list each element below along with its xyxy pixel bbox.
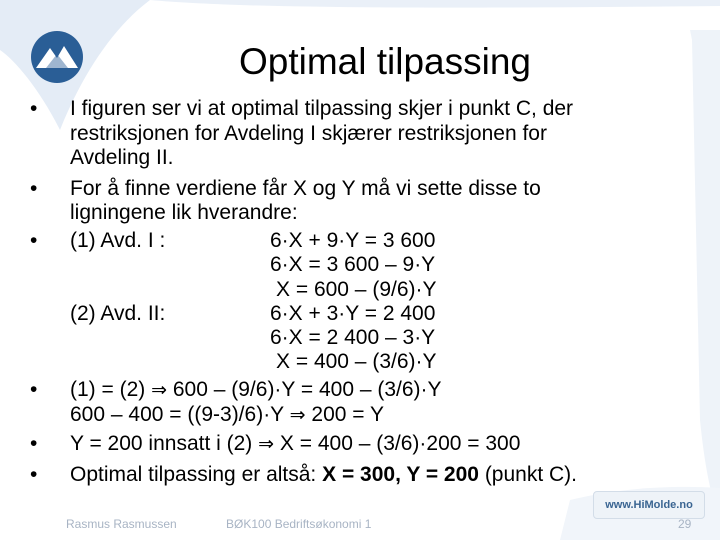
- text-line: For å finne verdiene får X og Y må vi sette disse to: [70, 177, 541, 200]
- equation-line: 6·X = 2 400 – 3·Y: [270, 326, 436, 349]
- text-segment: (1) = (2): [70, 378, 152, 401]
- equation-line: X = 400 – (3/6)·Y: [276, 350, 437, 373]
- slide-title: Optimal tilpassing: [238, 41, 531, 82]
- text-line: [70, 463, 577, 487]
- text-line: [70, 432, 520, 456]
- website-badge: www.HiMolde.no: [593, 491, 705, 519]
- footer-course: BØK100 Bedriftsøkonomi 1: [226, 517, 372, 531]
- bullet-marker: •: [30, 97, 38, 120]
- text-line: [70, 378, 442, 402]
- bullet-marker: •: [30, 432, 38, 455]
- footer-author: Rasmus Rasmussen: [66, 517, 177, 531]
- equation-line: 6·X + 9·Y = 3 600: [270, 229, 436, 252]
- text-segment: Optimal tilpassing er altså:: [70, 463, 323, 486]
- text-segment: 200 = Y: [305, 403, 385, 426]
- text-segment: X = 400 – (3/6)·200 = 300: [274, 432, 521, 455]
- text-line: ligningene lik hverandre:: [70, 201, 298, 224]
- bullet-marker: •: [30, 378, 38, 401]
- text-segment: (punkt C).: [478, 463, 578, 486]
- equation-line: 6·X + 3·Y = 2 400: [270, 302, 436, 325]
- bold-result: X = 300, Y = 200: [322, 463, 479, 486]
- bullet-marker: •: [30, 229, 38, 252]
- equation-line: X = 600 – (9/6)·Y: [276, 278, 437, 301]
- text-line: restriksjonen for Avdeling I skjærer restriksjonen for: [70, 122, 547, 145]
- text-line: [70, 403, 384, 427]
- equation-line: 6·X = 3 600 – 9·Y: [270, 253, 436, 276]
- text-segment: Y = 200 innsatt i (2): [70, 432, 259, 455]
- text-segment: 600 – (9/6)·Y = 400 – (3/6)·Y: [167, 378, 442, 401]
- bullet-marker: •: [30, 177, 38, 200]
- text-segment: 600 – 400 = ((9-3)/6)·Y: [70, 403, 290, 426]
- text-line: I figuren ser vi at optimal tilpassing skjer i punkt C, der: [70, 97, 574, 120]
- text-line: Avdeling II.: [70, 146, 174, 169]
- implies-arrow-icon: ⇒: [258, 433, 275, 455]
- page-number: 29: [678, 517, 692, 531]
- equation-label: (1) Avd. I :: [70, 229, 166, 252]
- implies-arrow-icon: ⇒: [151, 379, 168, 401]
- implies-arrow-icon: ⇒: [289, 404, 306, 426]
- equation-label: (2) Avd. II:: [70, 302, 166, 325]
- bullet-marker: •: [30, 463, 38, 486]
